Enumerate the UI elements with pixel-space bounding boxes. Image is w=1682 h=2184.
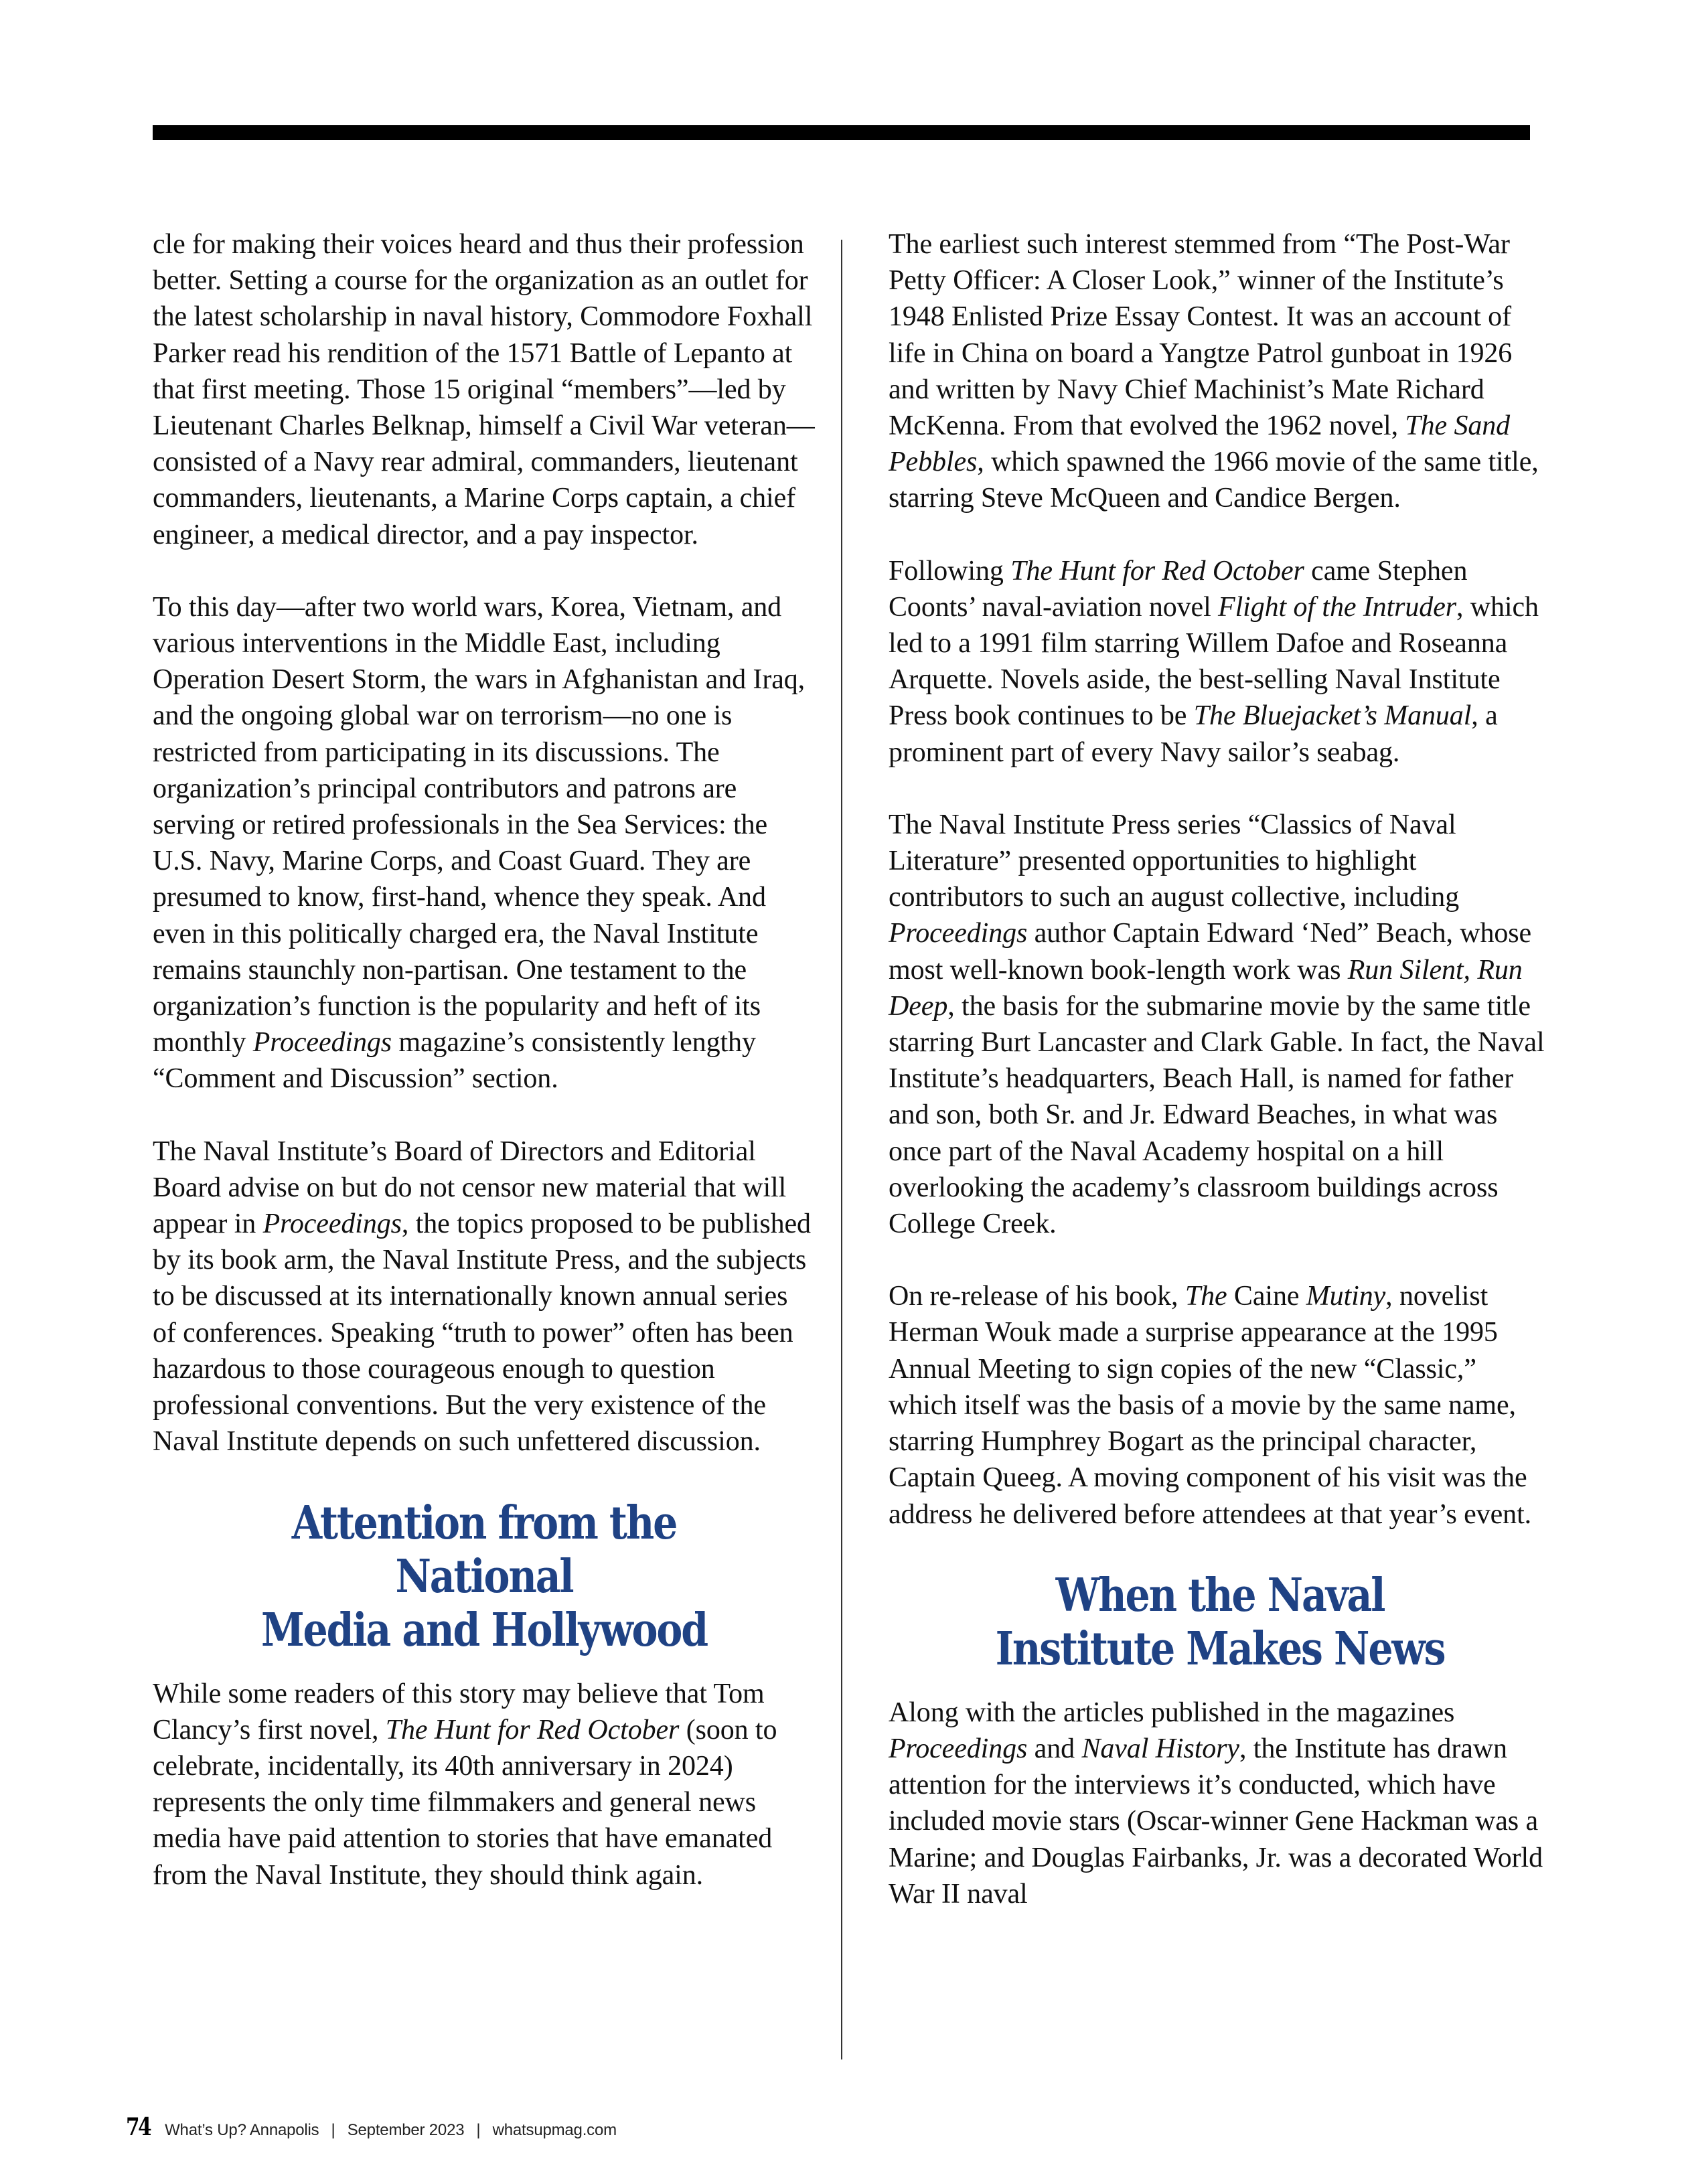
italic-title: Proceedings (889, 918, 1028, 949)
page-number: 74 (126, 2113, 151, 2141)
text-run: (soon to celebrate, incidentally, its 40th anniversary in 2024) represents the only time filmmakers and general news media have paid attention to stories that have emanated from the Naval Institute, they should think again. (153, 1714, 777, 1891)
column-divider (841, 240, 842, 2059)
italic-title: Proceedings (252, 1027, 392, 1059)
text-run: cle for making their voices heard and thus their profession better. Setting a course for the organization as an outlet for the latest scholarship in naval history, Commodore Foxhall Parker read his rendition of the 1571 Battle of Lepanto at that first meeting. Those 15 original “members”—led by Lieutenant Charles Belknap, himself a Civil War veteran—consisted of a Navy rear admiral, commanders, lieutenant commanders, lieutenants, a Marine Corps captain, a chief engineer, a medical director, and a pay inspector. (153, 229, 815, 550)
text-run: , the Institute has drawn attention for the interviews it’s conducted, which have included movie stars (Oscar-winner Gene Hackman was a Marine; and Douglas Fairbanks, Jr. was a decorated World War II naval (889, 1733, 1543, 1909)
text-run: On re-release of his book, (889, 1281, 1185, 1312)
italic-title: The Sand Pebbles (889, 410, 1511, 478)
italic-title: The (1184, 1281, 1227, 1312)
italic-title: Flight of the Intruder (1218, 591, 1456, 623)
left-paragraphs (153, 226, 816, 1460)
body-paragraph (889, 807, 1551, 1242)
text-run: author Captain Edward ‘Ned” Beach, whose most well-known book-length work was (889, 918, 1532, 986)
italic-title: The Hunt for Red October (1010, 555, 1304, 587)
heading-line: Institute Makes News (995, 1622, 1445, 1676)
top-rule (153, 125, 1530, 140)
text-run: came Stephen Coonts’ naval-aviation novel (889, 555, 1468, 623)
text-run: , which led to a 1991 film starring Willem Dafoe and Roseanna Arquette. Novels aside, the best-selling Naval Institute Press book continues to be (889, 591, 1539, 732)
heading-line: Attention from the National (291, 1496, 677, 1604)
text-run: The Naval Institute’s Board of Directors and Editorial Board advise on but do not censor new material that will appear in (153, 1136, 787, 1240)
text-run: , the basis for the submarine movie by the same title starring Burt Lancaster and Clark Gable. In fact, the Naval Institute’s headquarters, Beach Hall, is named for father and son, both Sr. and Jr. Edward Beaches, in what was once part of the Naval Academy hospital on a hill overlooking the academy’s classroom buildings across College Creek. (889, 990, 1545, 1240)
text-run: , which spawned the 1966 movie of the same title, starring Steve McQueen and Candice Bergen. (889, 447, 1539, 514)
italic-title: The Hunt for Red October (385, 1714, 680, 1745)
right-after-heading (889, 1695, 1551, 1912)
heading-line: Media and Hollywood (260, 1603, 708, 1657)
page-footer (126, 2113, 617, 2141)
text-run: Following (889, 555, 1011, 587)
italic-title: Run Silent, Run Deep (889, 954, 1523, 1022)
left-column (153, 226, 816, 1930)
text-run: While some readers of this story may believe that Tom Clancy’s first novel, (153, 1678, 765, 1745)
italic-title: Proceedings (889, 1733, 1028, 1764)
footer-separator: | (476, 2121, 481, 2139)
body-paragraph (153, 1676, 816, 1893)
body-paragraph (153, 589, 816, 1097)
text-run: , novelist Herman Wouk made a surprise appearance at the 1995 Annual Meeting to sign copies of the new “Classic,” which itself was the basis of a movie by the same name, starring Humphrey Bogart as the principal character, Captain Queeg. A moving component of his visit was the address he delivered before attendees at that year’s event. (889, 1281, 1532, 1530)
text-run: and (1027, 1733, 1082, 1764)
website-link[interactable]: whatsupmag.com (492, 2121, 617, 2139)
text-run: , the topics proposed to be published by its book arm, the Naval Institute Press, and the subjects to be discussed at its internationally known annual series of conferences. Speaking “truth to power” often has been hazardous to those courageous enough to question professional conventions. But the very existence of the Naval Institute depends on such unfettered discussion. (153, 1208, 811, 1458)
italic-title: Proceedings (262, 1208, 402, 1240)
body-paragraph (153, 1134, 816, 1460)
heading-line: When the Naval (1055, 1568, 1385, 1622)
text-run: The earliest such interest stemmed from “The Post-War Petty Officer: A Closer Look,” winner of the Institute’s 1948 Enlisted Prize Essay Contest. It was an account of life in China on board a Yangtze Patrol gunboat in 1926 and written by Navy Chief Machinist’s Mate Richard McKenna. From that evolved the 1962 novel, (889, 229, 1513, 442)
issue-date: September 2023 (347, 2121, 465, 2139)
text-run: magazine’s consistently lengthy “Comment and Discussion” section. (153, 1027, 756, 1095)
text-run: Caine (1227, 1281, 1306, 1312)
text-run: The Naval Institute Press series “Classics of Naval Literature” presented opportunities to highlight contributors to such an august collective, including (889, 809, 1460, 913)
section-heading-makes-news (935, 1569, 1505, 1676)
right-paragraphs (889, 226, 1551, 1533)
body-paragraph (153, 226, 816, 553)
publication-name: What’s Up? Annapolis (165, 2121, 319, 2139)
footer-separator: | (331, 2121, 335, 2139)
body-paragraph (889, 226, 1551, 517)
italic-title: Naval History (1081, 1733, 1239, 1764)
text-run: Along with the articles published in the magazines (889, 1697, 1455, 1728)
right-column (889, 226, 1551, 1948)
italic-title: Mutiny (1306, 1281, 1386, 1312)
body-paragraph (889, 1278, 1551, 1532)
section-heading-national-media (199, 1496, 769, 1657)
text-run: To this day—after two world wars, Korea, Vietnam, and various interventions in the Middle East, including Operation Desert Storm, the wars in Afghanistan and Iraq, and the ongoing global war on terrorism—no one is restricted from participating in its discussions. The organization’s principal contributors and patrons are serving or retired professionals in the Sea Services: the U.S. Navy, Marine Corps, and Coast Guard. They are presumed to know, first-hand, whence they speak. And even in this politically charged era, the Naval Institute remains staunchly non-partisan. One testament to the organization’s function is the popularity and heft of its monthly (153, 591, 806, 1059)
body-paragraph (889, 553, 1551, 771)
italic-title: The Bluejacket’s Manual (1193, 700, 1472, 732)
body-paragraph (889, 1695, 1551, 1912)
text-run: , a prominent part of every Navy sailor’s seabag. (889, 700, 1498, 768)
left-after-heading (153, 1676, 816, 1893)
